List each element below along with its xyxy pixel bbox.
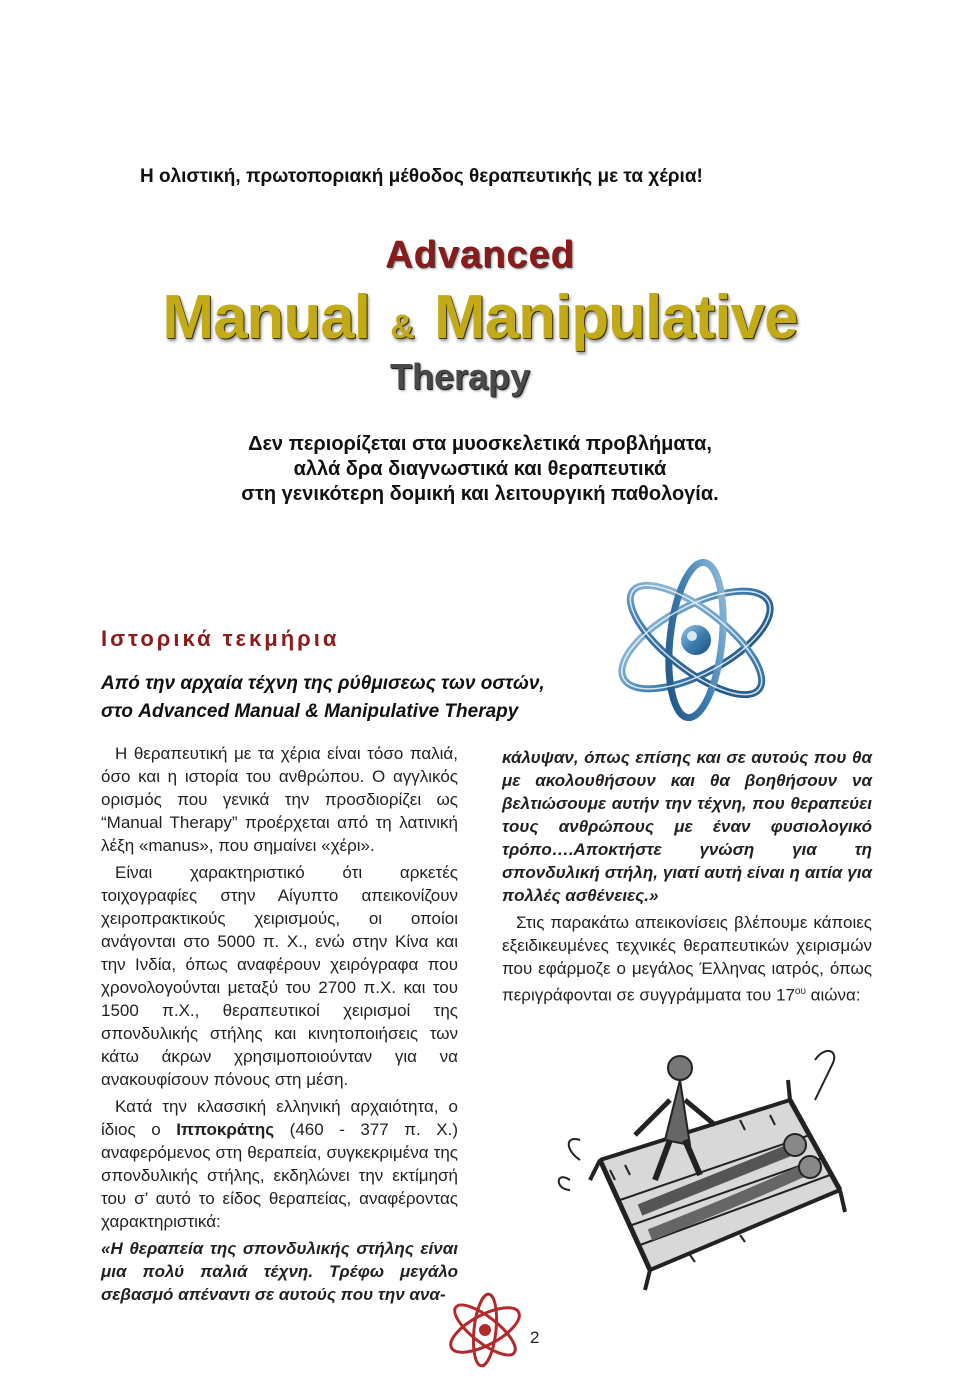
title-manual-manipulative	[0, 282, 960, 353]
subtitle	[0, 432, 960, 507]
engraving-spinal-traction-icon	[540, 1040, 870, 1300]
text-span: αιώνα:	[805, 985, 861, 1005]
atom-logo-red-icon	[440, 1285, 530, 1375]
text-span: (460 - 377 π. Χ.) αναφερόμενος στη θεραπεία, συγκεκριμένα της σπονδυλικής στήλης, εκδηλώνει την εκτίμησή του σ’ αυτό το είδος θεραπείας, αναφέροντας χαρακτηριστικά:	[101, 1120, 458, 1231]
paragraph	[502, 911, 872, 1007]
left-column	[101, 742, 458, 1310]
subtitle-line: Δεν περιορίζεται στα μυοσκελετικά προβλήματα,	[248, 433, 712, 455]
page-number: 2	[530, 1328, 540, 1347]
superscript: ου	[794, 986, 806, 997]
tagline: Η ολιστική, πρωτοποριακή μέθοδος θεραπευτικής με τα χέρια!	[140, 166, 703, 187]
title-therapy: Therapy	[389, 356, 531, 397]
text-span: Κατά την κλασσική ελληνική αρχαιότητα, ο ίδιος ο	[101, 1097, 458, 1139]
paragraph	[101, 1095, 458, 1233]
right-column	[502, 746, 872, 1011]
text-span: Στις παρακάτω απεικονίσεις βλέπουμε κάποιες εξειδικευμένες τεχνικές θεραπευτικών χειρισμών που εφάρμοζε ο μεγάλος Έλληνας ιατρός, όπως περιγράφονται σε συγγράμματα του 17	[502, 913, 872, 1005]
subtitle-line: στη γενικότερη δομική και λειτουργική παθολογία.	[241, 483, 719, 505]
hippocrates-name: Ιπποκράτης	[176, 1120, 275, 1139]
section-heading: Ιστορικά τεκμήρια	[101, 626, 340, 651]
quote-start: «Η θεραπεία της σπονδυλικής στήλης είναι μια πολύ παλιά τέχνη. Τρέφω μεγάλο σεβασμό απέναντι σε αυτούς που την ανα-	[101, 1239, 458, 1304]
section-intro	[101, 670, 545, 726]
paragraph: Η θεραπευτική με τα χέρια είναι τόσο παλιά, όσο και η ιστορία του ανθρώπου. Ο αγγλικός ορισμός που γενικά την προσδιορίζει ως “Manual Therapy” προέρχεται από τη λατινική λέξη «manus», που σημαίνει «χέρι».	[101, 744, 458, 855]
title-ampersand: &	[390, 308, 414, 346]
subtitle-line: αλλά δρα διαγνωστικά και θεραπευτικά	[293, 458, 667, 480]
atom-logo-icon	[600, 548, 790, 738]
intro-line: στο Advanced Manual & Manipulative Therapy	[101, 701, 519, 722]
paragraph: Είναι χαρακτηριστικό ότι αρκετές τοιχογραφίες στην Αίγυπτο απεικονίζουν χειροπρακτικούς χειρισμούς, οι οποίοι ανάγονται στο 5000 π. Χ., ενώ στην Κίνα και την Ινδία, όπως αναφέρουν χειρόγραφα που χρονολογούνται μεταξύ του 2700 π.Χ. και του 1500 π.Χ., θεραπευτικοί χειρισμοί της σπονδυλικής στήλης και κινητοποιήσεις των κάτω άκρων χρησιμοποιούνταν για να ανακουφίσουν πόνους στη μέση.	[101, 863, 458, 1089]
quote-end: κάλυψαν, όπως επίσης και σε αυτούς που θα με ακολουθήσουν και θα βοηθήσουν να βελτιώσουμε αυτήν την τέχνη, που θεραπεύει τους ανθρώπους με έναν φυσιολογικό τρόπο….Αποκτήστε γνώση για τη σπονδυλική στήλη, γιατί αυτή είναι η αιτία για πολλές ασθένειες.»	[502, 748, 872, 905]
title-advanced: Advanced	[385, 234, 575, 276]
title-manipulative: Manipulative	[434, 283, 798, 352]
title-manual: Manual	[162, 283, 371, 352]
intro-line: Από την αρχαία τέχνη της ρύθμισεως των οστών,	[101, 673, 545, 694]
